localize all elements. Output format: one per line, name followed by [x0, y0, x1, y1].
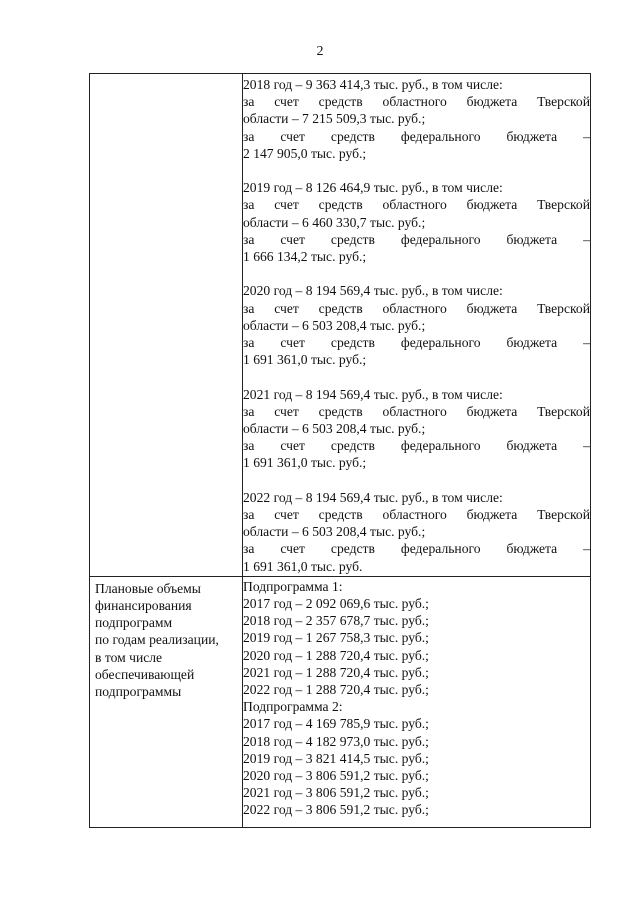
subprogram-year-line: 2018 год – 4 182 973,0 тыс. руб.; [243, 733, 429, 749]
federal-word: – [583, 541, 590, 557]
federal-word: за [243, 438, 255, 454]
federal-word: федерального [400, 128, 481, 144]
regional-word: Тверской [537, 197, 590, 213]
label-line: Плановые объемы [95, 580, 201, 596]
regional-word: средств [318, 507, 363, 523]
year-block [243, 76, 590, 162]
label-cell-planned [90, 576, 243, 827]
federal-line [243, 540, 590, 557]
regional-word: бюджета [466, 403, 518, 419]
federal-amount-line: 1 691 361,0 тыс. руб.; [243, 352, 367, 368]
planned-label [90, 577, 242, 700]
subprogram-year-line: 2019 год – 1 267 758,3 тыс. руб.; [243, 630, 429, 646]
regional-word: бюджета [466, 197, 518, 213]
regional-word: Тверской [537, 300, 590, 316]
federal-word: счет [280, 541, 305, 557]
year-blocks [243, 76, 590, 575]
federal-word: федерального [400, 541, 481, 557]
regional-amount-line: области – 6 503 208,4 тыс. руб.; [243, 524, 426, 540]
subprogram-year-line: 2021 год – 1 288 720,4 тыс. руб.; [243, 664, 429, 680]
federal-word: счет [280, 438, 305, 454]
regional-word: бюджета [466, 300, 518, 316]
regional-word: за [243, 94, 255, 110]
federal-word: средств [330, 541, 375, 557]
annual-funding-cell [243, 74, 591, 577]
subprogram-year-line: 2020 год – 3 806 591,2 тыс. руб.; [243, 768, 429, 784]
regional-line [243, 506, 590, 523]
federal-word: федерального [400, 438, 481, 454]
label-cell-empty [90, 74, 243, 577]
subprograms-cell [243, 576, 591, 827]
federal-amount-line: 2 147 905,0 тыс. руб.; [243, 145, 367, 161]
subprogram-title: Подпрограмма 2: [243, 699, 343, 715]
label-line: в том числе [95, 649, 163, 665]
year-block [243, 386, 590, 472]
regional-word: средств [318, 197, 363, 213]
regional-word: Тверской [537, 94, 590, 110]
federal-word: за [243, 231, 255, 247]
federal-word: средств [330, 128, 375, 144]
federal-word: бюджета [506, 438, 558, 454]
regional-line [243, 93, 590, 110]
page-number: 2 [316, 44, 324, 59]
federal-word: счет [280, 335, 305, 351]
federal-word: счет [280, 128, 305, 144]
regional-amount-line: области – 6 503 208,4 тыс. руб.; [243, 317, 426, 333]
federal-line [243, 128, 590, 145]
table-row-annual-funding [90, 74, 591, 577]
regional-word: областного [382, 507, 447, 523]
regional-word: за [243, 403, 255, 419]
regional-amount-line: области – 6 503 208,4 тыс. руб.; [243, 421, 426, 437]
subprogram-year-line: 2022 год – 1 288 720,4 тыс. руб.; [243, 682, 429, 698]
federal-amount-line: 1 691 361,0 тыс. руб.; [243, 455, 367, 471]
regional-word: счет [274, 197, 299, 213]
label-line: по годам реализации, [95, 632, 219, 648]
year-block [243, 179, 590, 265]
label-line: финансирования [95, 598, 192, 614]
year-total-line: 2019 год – 8 126 464,9 тыс. руб., в том числе: [243, 180, 503, 196]
federal-word: – [583, 335, 590, 351]
year-total-line: 2021 год – 8 194 569,4 тыс. руб., в том числе: [243, 386, 503, 402]
regional-word: за [243, 300, 255, 316]
regional-line [243, 403, 590, 420]
regional-word: Тверской [537, 507, 590, 523]
federal-line [243, 231, 590, 248]
year-total-line: 2022 год – 8 194 569,4 тыс. руб., в том числе: [243, 489, 503, 505]
regional-word: областного [382, 403, 447, 419]
federal-word: за [243, 128, 255, 144]
regional-word: Тверской [537, 403, 590, 419]
subprogram-year-line: 2020 год – 1 288 720,4 тыс. руб.; [243, 647, 429, 663]
subprogram-year-line: 2019 год – 3 821 414,5 тыс. руб.; [243, 750, 429, 766]
federal-amount-line: 1 691 361,0 тыс. руб. [243, 558, 363, 574]
regional-word: средств [318, 94, 363, 110]
regional-amount-line: области – 6 460 330,7 тыс. руб.; [243, 214, 426, 230]
federal-word: федерального [400, 335, 481, 351]
regional-word: областного [382, 94, 447, 110]
subprogram-title: Подпрограмма 1: [243, 578, 343, 594]
federal-amount-line: 1 666 134,2 тыс. руб.; [243, 249, 367, 265]
regional-word: бюджета [466, 94, 518, 110]
regional-word: за [243, 507, 255, 523]
regional-word: счет [274, 94, 299, 110]
year-block [243, 489, 590, 575]
federal-line [243, 334, 590, 351]
federal-word: бюджета [506, 231, 558, 247]
label-line: подпрограммы [95, 684, 182, 700]
federal-line [243, 437, 590, 454]
label-line: обеспечивающей [95, 666, 195, 682]
subprogram-year-line: 2021 год – 3 806 591,2 тыс. руб.; [243, 785, 429, 801]
federal-word: бюджета [506, 541, 558, 557]
regional-word: областного [382, 300, 447, 316]
subprogram-year-line: 2022 год – 3 806 591,2 тыс. руб.; [243, 802, 429, 818]
label-line: подпрограмм [95, 615, 173, 631]
regional-word: счет [274, 403, 299, 419]
federal-word: – [583, 231, 590, 247]
regional-word: счет [274, 300, 299, 316]
regional-word: средств [318, 403, 363, 419]
regional-word: средств [318, 300, 363, 316]
federal-word: счет [280, 231, 305, 247]
regional-word: счет [274, 507, 299, 523]
regional-line [243, 196, 590, 213]
federal-word: федерального [400, 231, 481, 247]
federal-word: средств [330, 231, 375, 247]
subprograms-list [243, 578, 590, 819]
regional-line [243, 300, 590, 317]
federal-word: бюджета [506, 128, 558, 144]
year-total-line: 2020 год – 8 194 569,4 тыс. руб., в том числе: [243, 283, 503, 299]
year-total-line: 2018 год – 9 363 414,3 тыс. руб., в том числе: [243, 77, 503, 92]
subprogram-year-line: 2018 год – 2 357 678,7 тыс. руб.; [243, 613, 429, 629]
federal-word: бюджета [506, 335, 558, 351]
federal-word: за [243, 541, 255, 557]
federal-word: за [243, 335, 255, 351]
federal-word: средств [330, 438, 375, 454]
table-row-planned-volumes [90, 576, 591, 827]
regional-word: за [243, 197, 255, 213]
regional-amount-line: области – 7 215 509,3 тыс. руб.; [243, 111, 426, 127]
subprogram-year-line: 2017 год – 4 169 785,9 тыс. руб.; [243, 716, 429, 732]
funding-table [89, 73, 591, 828]
federal-word: – [583, 438, 590, 454]
federal-word: – [583, 128, 590, 144]
year-block [243, 282, 590, 368]
regional-word: бюджета [466, 507, 518, 523]
subprogram-year-line: 2017 год – 2 092 069,6 тыс. руб.; [243, 596, 429, 612]
regional-word: областного [382, 197, 447, 213]
federal-word: средств [330, 335, 375, 351]
